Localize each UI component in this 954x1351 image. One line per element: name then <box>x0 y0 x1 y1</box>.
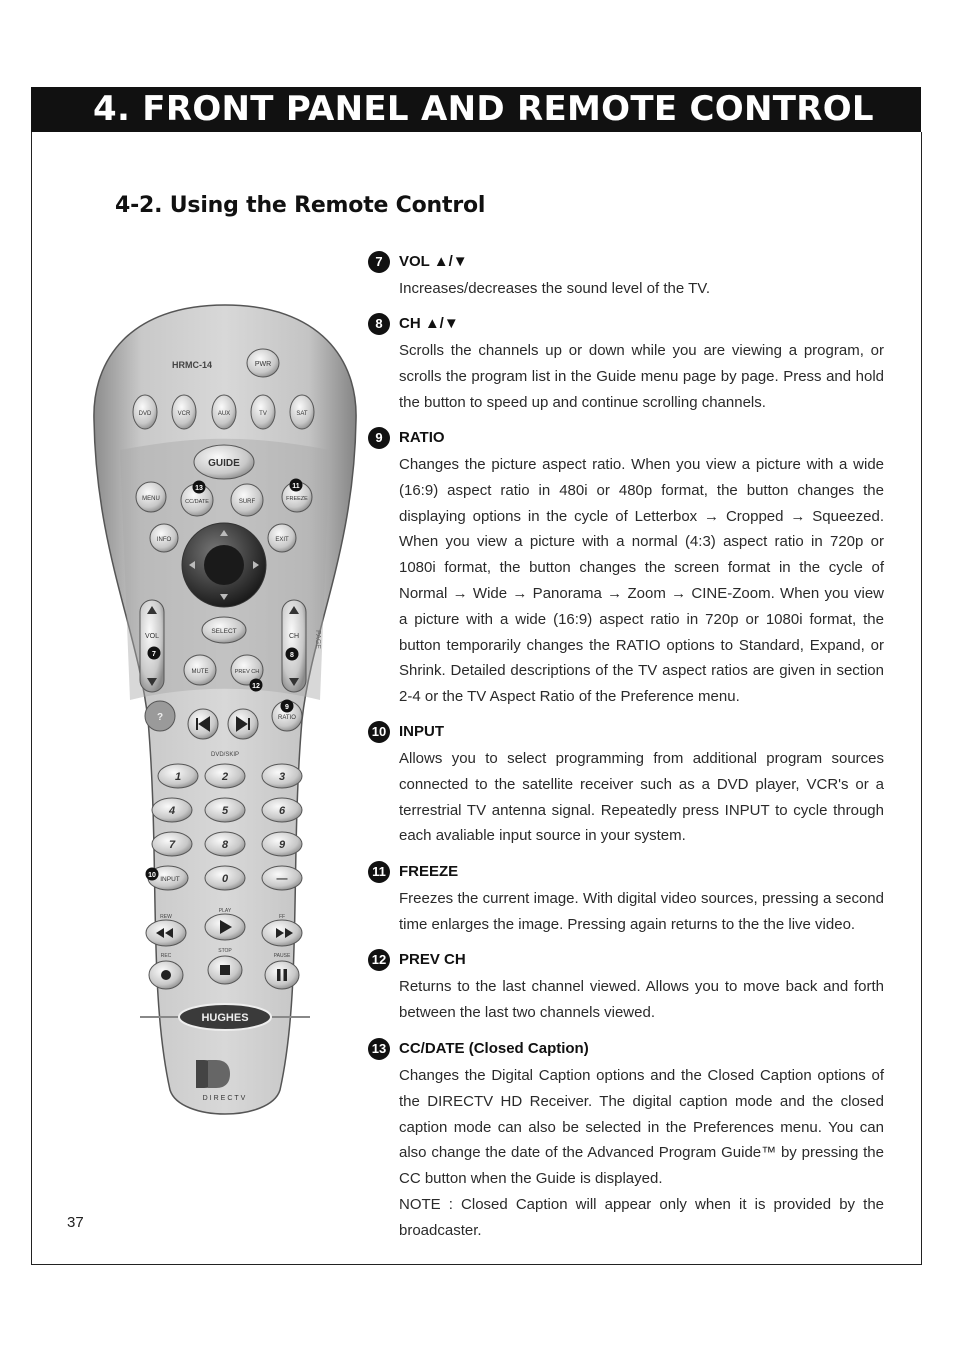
item-description-block <box>399 1063 884 1244</box>
digit-3-button[interactable] <box>262 764 302 788</box>
channel-rocker[interactable] <box>282 600 306 692</box>
callout-11 <box>290 479 303 492</box>
mute-button[interactable] <box>184 655 216 685</box>
ratio-label: RATIO <box>278 715 296 721</box>
help-button[interactable] <box>145 701 175 731</box>
info-label: INFO <box>156 537 172 543</box>
dash-button[interactable] <box>262 866 302 890</box>
remote-control-illustration <box>80 300 370 1130</box>
digit-4-button[interactable] <box>152 798 192 822</box>
digit-8-button[interactable] <box>205 832 245 856</box>
callout-12-label: 12 <box>252 683 260 690</box>
callout-7 <box>148 647 161 660</box>
surf-button[interactable] <box>231 484 263 516</box>
callout-9 <box>281 700 294 713</box>
stop-button[interactable] <box>208 956 242 984</box>
rewind-button[interactable] <box>146 920 186 946</box>
chapter-banner <box>31 87 921 132</box>
page-label: PAGE <box>314 630 321 649</box>
pause-label: PAUSE <box>273 953 291 959</box>
freeze-label: FREEZE <box>286 496 308 502</box>
pause-button[interactable] <box>265 961 299 989</box>
callout-8 <box>286 648 299 661</box>
dvd-skip-label: DVD/SKIP <box>210 752 240 758</box>
callout-12 <box>250 679 263 692</box>
prev-ch-label: PREV CH <box>234 669 260 675</box>
record-button[interactable] <box>149 961 183 989</box>
help-label: ? <box>156 712 164 723</box>
item-description: Freezes the current image. With digital video sources, pressing a second time enlarges the image. Pressing again returns to the the live video. <box>399 890 884 933</box>
tv-label: TV <box>259 411 267 417</box>
hughes-logo <box>179 1004 271 1030</box>
callout-8-label: 8 <box>290 652 294 659</box>
exit-label: EXIT <box>275 537 289 543</box>
digit-9-label: 9 <box>278 839 286 851</box>
item-description: Increases/decreases the sound level of the TV. <box>399 280 711 297</box>
play-button[interactable] <box>205 914 245 940</box>
item-number-badge: 8 <box>368 313 390 335</box>
digit-1-button[interactable] <box>158 764 198 788</box>
ch-label: CH <box>288 633 300 640</box>
power-label: PWR <box>254 361 272 368</box>
item-title: VOL ▲/▼ <box>399 253 468 270</box>
callout-11-label: 11 <box>292 483 300 490</box>
play-label: PLAY <box>218 908 232 914</box>
callout-10 <box>146 868 159 881</box>
item-number-badge: 11 <box>368 861 390 883</box>
item-number-badge: 13 <box>368 1038 390 1060</box>
logo-label: DIRECTV <box>202 1095 248 1102</box>
item-number-badge: 9 <box>368 427 390 449</box>
skip-back-button[interactable] <box>188 709 218 739</box>
item-title: INPUT <box>399 723 444 740</box>
dash-label: — <box>276 873 288 885</box>
item-description: Returns to the last channel viewed. Allows you to move back and forth between the last two channels viewed. <box>399 978 884 1021</box>
item-number-badge: 7 <box>368 251 390 273</box>
skip-forward-button[interactable] <box>228 709 258 739</box>
vcr-label: VCR <box>177 411 191 417</box>
direction-pad[interactable] <box>182 523 266 607</box>
item-title: RATIO <box>399 429 445 446</box>
item-description: Scrolls the channels up or down while you are viewing a program, or scrolls the program list in the Guide menu page by page. Press and hold the button to speed up and continue scrolling channels. <box>399 342 884 411</box>
digit-1-label: 1 <box>174 771 182 783</box>
guide-label: GUIDE <box>208 458 240 469</box>
model-label: HRMC-14 <box>172 360 213 370</box>
aux-label: AUX <box>217 411 231 417</box>
digit-4-label: 4 <box>168 805 176 817</box>
digit-5-button[interactable] <box>205 798 245 822</box>
dvd-label: DVD <box>138 411 152 417</box>
fast-forward-button[interactable] <box>262 920 302 946</box>
item-title: PREV CH <box>399 951 466 968</box>
digit-0-label: 0 <box>221 873 229 885</box>
digit-0-button[interactable] <box>205 866 245 890</box>
callout-7-label: 7 <box>152 651 156 658</box>
aux-button[interactable] <box>212 395 236 429</box>
tv-button[interactable] <box>251 395 275 429</box>
item-description: Changes the Digital Caption options and the Closed Caption options of the DIRECTV HD Receiver. The digital caption mode and the closed caption mode can also be selected in the Preferences menu. You can also change the date of the Advanced Program Guide™ by pressing the CC button when the Guide is displayed. <box>399 1067 884 1188</box>
mute-label: MUTE <box>191 669 209 675</box>
sat-button[interactable] <box>290 395 314 429</box>
menu-button[interactable] <box>136 482 166 512</box>
brand-label: HUGHES <box>201 1012 249 1024</box>
digit-2-label: 2 <box>221 771 229 783</box>
rew-label: REW <box>160 914 172 920</box>
digit-2-button[interactable] <box>205 764 245 788</box>
power-button[interactable] <box>247 349 279 377</box>
surf-label: SURF <box>238 499 256 505</box>
callout-13 <box>193 481 206 494</box>
ff-label: FF <box>278 914 286 920</box>
guide-button[interactable] <box>194 445 254 479</box>
item-title: CH ▲/▼ <box>399 315 459 332</box>
item-number-badge: 10 <box>368 721 390 743</box>
digit-6-button[interactable] <box>262 798 302 822</box>
info-button[interactable] <box>150 524 178 552</box>
vcr-button[interactable] <box>172 395 196 429</box>
select-button[interactable] <box>202 617 246 643</box>
digit-7-label: 7 <box>168 839 176 851</box>
page-number: 37 <box>67 1214 84 1231</box>
callout-9-label: 9 <box>285 704 289 711</box>
item-title: CC/DATE (Closed Caption) <box>399 1040 589 1057</box>
stop-label: STOP <box>218 948 232 954</box>
dvd-button[interactable] <box>133 395 157 429</box>
input-label: INPUT <box>160 876 180 883</box>
digit-3-label: 3 <box>278 771 286 783</box>
item-note: NOTE : Closed Caption will appear only when it is provided by the broadcaster. <box>399 1195 884 1239</box>
digit-7-button[interactable] <box>152 832 192 856</box>
exit-button[interactable] <box>268 524 296 552</box>
digit-8-label: 8 <box>221 839 229 851</box>
cc-date-label: CC/DATE <box>185 499 209 505</box>
digit-9-button[interactable] <box>262 832 302 856</box>
sat-label: SAT <box>296 411 308 417</box>
callout-10-label: 10 <box>148 872 156 879</box>
chapter-title: 4. FRONT PANEL AND REMOTE CONTROL <box>93 89 874 129</box>
callout-13-label: 13 <box>195 485 203 492</box>
section-heading: 4-2. Using the Remote Control <box>115 193 486 218</box>
item-title: FREEZE <box>399 863 459 880</box>
rec-label: REC <box>160 953 172 959</box>
item-description: Changes the picture aspect ratio. When you view a picture with a wide (16:9) aspect ratio in 480i or 480p format, the button changes the displaying options in the cycle of Letterbox → Cropped → Squeezed. When you view a picture with a normal (4:3) aspect ratio in 720p or 1080i format, the button changes the screen format in the cycle of Normal → Wide → Panorama → Zoom → CINE-Zoom. When you view a picture with a wide (16:9) aspect ratio in 720p or 1080i format, the button temporarily changes the RATIO options to Standard, Expand, or Shrink. Detailed descriptions of the TV aspect ratios are given in section 2-4 or the TV Aspect Ratio of the Preference menu. <box>399 456 884 706</box>
digit-5-label: 5 <box>221 805 229 817</box>
vol-label: VOL <box>144 633 160 640</box>
item-description: Allows you to select programming from additional program sources connected to the satellite receiver such as a DVD player, VCR's or a terrestrial TV antenna signal. Repeatedly press INPUT to cycle through each avaliable input source in your system. <box>399 750 884 845</box>
select-label: SELECT <box>211 628 237 635</box>
item-number-badge: 12 <box>368 949 390 971</box>
digit-6-label: 6 <box>278 805 286 817</box>
menu-label: MENU <box>142 496 160 502</box>
volume-rocker[interactable] <box>140 600 164 692</box>
